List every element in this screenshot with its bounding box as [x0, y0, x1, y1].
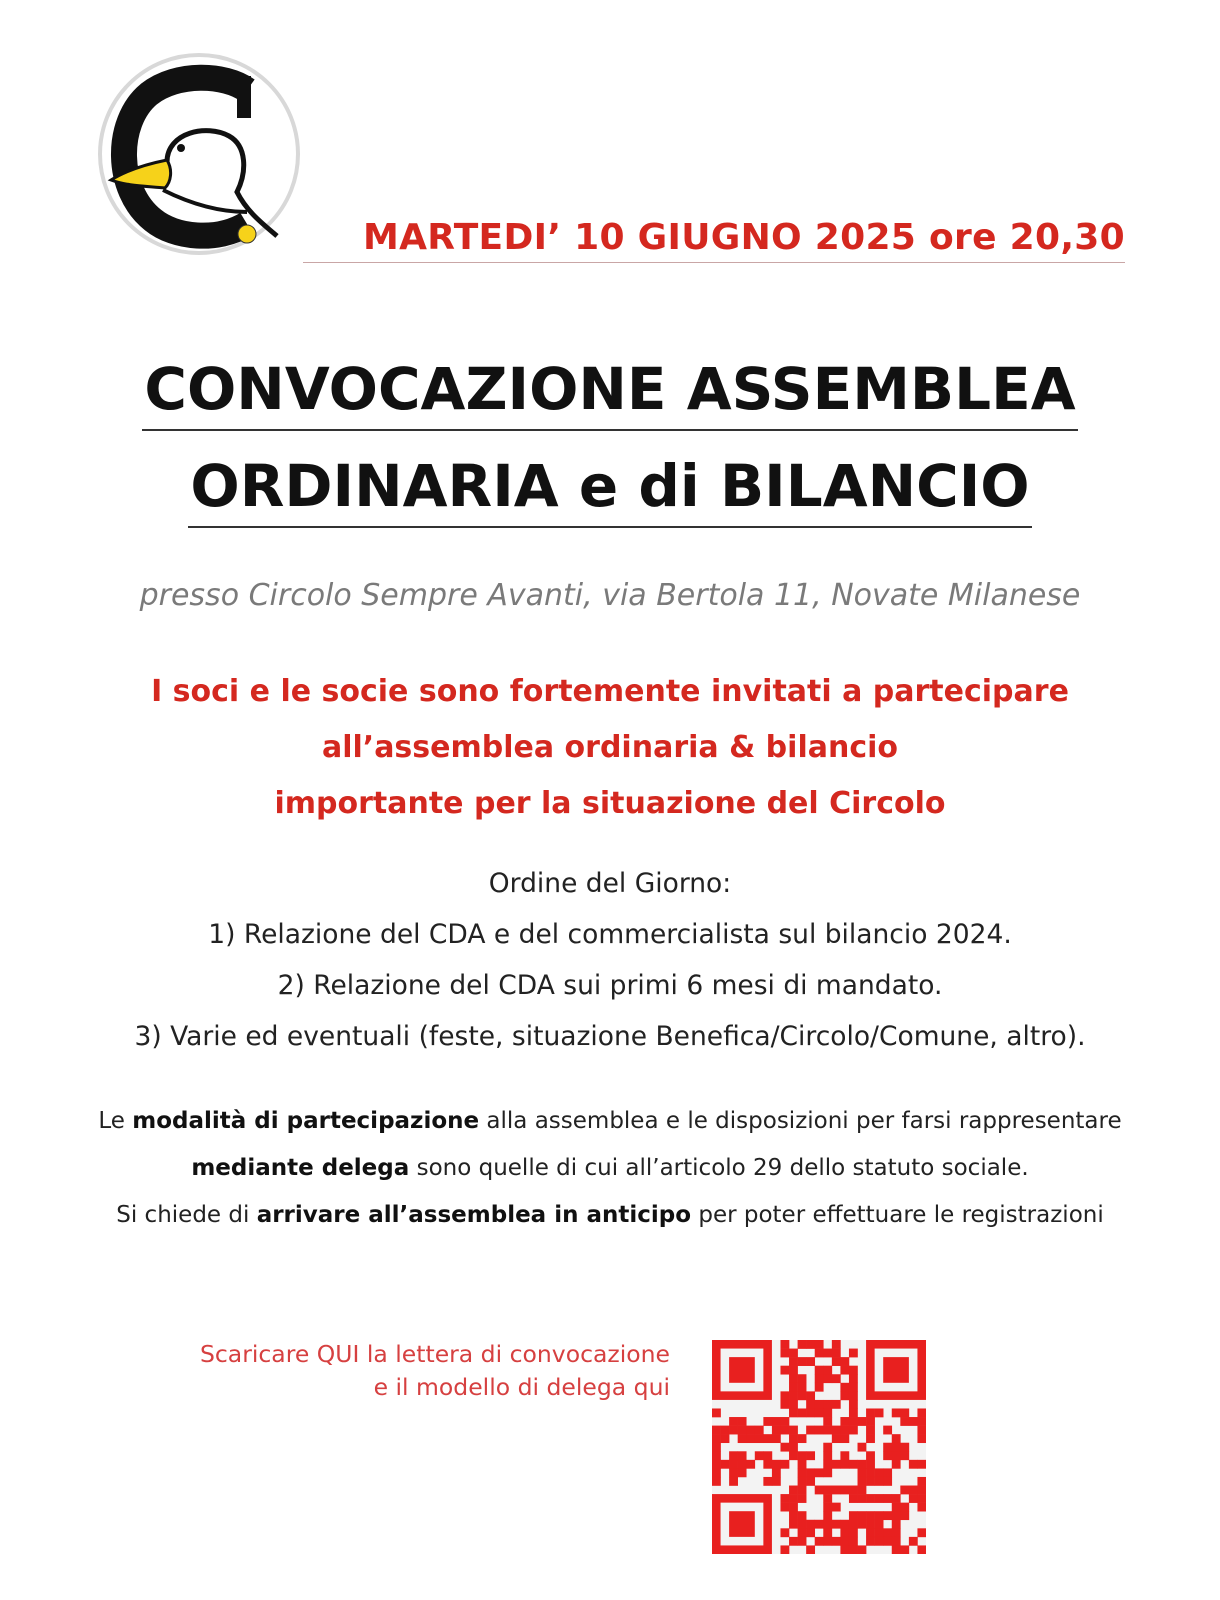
- date-line: [303, 210, 1125, 263]
- notes-text: per poter effettuare le registrazioni: [691, 1202, 1104, 1228]
- qr-code[interactable]: [712, 1340, 926, 1554]
- circolo-logo: [97, 52, 301, 256]
- title-line2-text: ORDINARIA e di BILANCIO: [188, 452, 1031, 528]
- invite-line: all’assemblea ordinaria & bilancio: [321, 730, 899, 765]
- download-instructions: [150, 1338, 670, 1404]
- agenda-heading: Ordine del Giorno:: [488, 868, 732, 899]
- invite-block: [0, 664, 1220, 832]
- agenda-item: 3) Varie ed eventuali (feste, situazione Benefica/Circolo/Comune, altro).: [134, 1021, 1086, 1052]
- notes-emphasis: mediante delega: [191, 1155, 410, 1181]
- download-line: e il modello di delega qui: [373, 1373, 670, 1401]
- notes-text: alla assemblea e le disposizioni per farsi rappresentare: [479, 1108, 1122, 1134]
- title-line1-text: CONVOCAZIONE ASSEMBLEA: [142, 355, 1077, 431]
- page-title-line2: [0, 452, 1220, 528]
- agenda-block: [0, 858, 1220, 1062]
- notes-text: sono quelle di cui all’articolo 29 dello statuto sociale.: [409, 1155, 1029, 1181]
- invite-line: importante per la situazione del Circolo: [274, 786, 946, 821]
- page-title-line1: [0, 355, 1220, 431]
- meeting-location: presso Circolo Sempre Avanti, via Bertola 11, Novate Milanese: [139, 578, 1081, 613]
- notes-line: [0, 1098, 1220, 1145]
- invite-line: I soci e le socie sono fortemente invitati a partecipare: [151, 674, 1069, 709]
- download-line: Scaricare QUI la lettera di convocazione: [199, 1340, 670, 1368]
- agenda-item: 2) Relazione del CDA sui primi 6 mesi di mandato.: [277, 970, 943, 1001]
- notes-emphasis: modalità di partecipazione: [132, 1108, 480, 1134]
- agenda-item: 1) Relazione del CDA e del commercialista sul bilancio 2024.: [208, 919, 1012, 950]
- notes-text: Si chiede di: [116, 1202, 257, 1228]
- notes-line: [0, 1145, 1220, 1192]
- notes-line: [0, 1192, 1220, 1239]
- notes-text: Le: [98, 1108, 133, 1134]
- meeting-date: MARTEDI’ 10 GIUGNO 2025 ore 20,30: [363, 217, 1125, 258]
- notes-emphasis: arrivare all’assemblea in anticipo: [256, 1202, 692, 1228]
- participation-notes: [0, 1098, 1220, 1239]
